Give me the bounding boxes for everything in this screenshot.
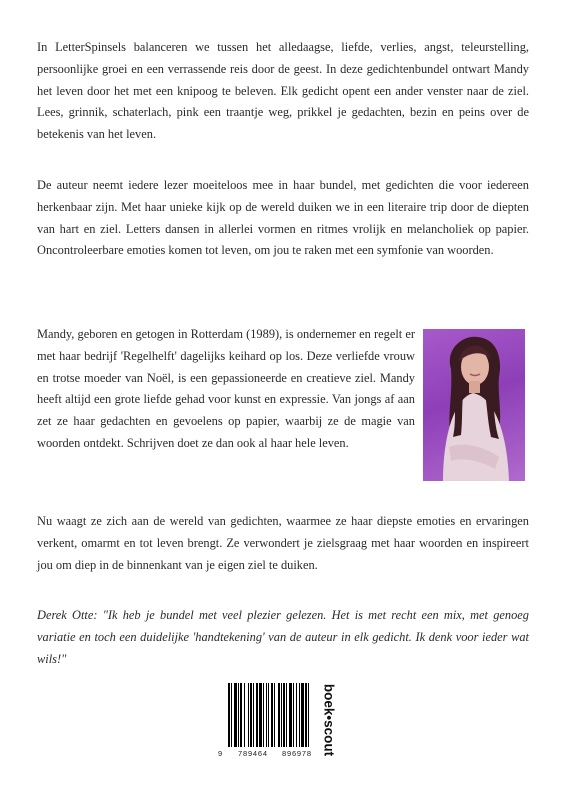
isbn-barcode <box>218 683 330 763</box>
author-photo <box>423 329 525 481</box>
review-quote: Derek Otte: "Ik heb je bundel met veel plezier gelezen. Het is met recht een mix, met genoeg variatie en toch een duidelijke 'handtekening' van de auteur in elk gedicht. Ik denk voor ieder wat wils!" <box>37 608 529 666</box>
barcode-first-digit: 9 <box>218 749 223 758</box>
blurb-paragraph-intro: In LetterSpinsels balanceren we tussen het alledaagse, liefde, verlies, angst, teleurstelling, persoonlijke groei en een verrassende reis door de geest. In deze gedichtenbundel ontwart Mandy het leven door het met een knipoog te beleven. Elk gedicht opent een ander venster naar de ziel. Lees, grinnik, schaterlach, pink een traantje weg, prikkel je gedachten, bezin en peins over de betekenis van het leven. <box>37 40 529 142</box>
blurb-paragraph-author-style: De auteur neemt iedere lezer moeiteloos mee in haar bundel, met gedichten die voor iedereen herkenbaar zijn. Met haar unieke kijk op de wereld duiken we in een literaire trip door de diepten van hart en ziel. Letters dansen in allerlei vormen en ritmes vrolijk en melancholiek op papier. Oncontroleerbare emoties komen tot leven, om jou te raken met een symfonie van woorden. <box>37 178 529 258</box>
barcode-bars <box>226 683 330 747</box>
publisher-logo: boek•scout <box>321 683 337 757</box>
author-bio-paragraph: Mandy, geboren en getogen in Rotterdam (1989), is ondernemer en regelt er met haar bedrijf 'Regelhelft' dagelijks keihard op los. Deze verliefde vrouw en trotse moeder van Noël, is een gepassioneerde en creatieve ziel. Mandy heeft altijd een grote liefde gehad voor kunst en expressie. Van jongs af aan zet ze haar gedachten en gevoelens op papier, waarbij ze de magie van woorden ontdekt. Schrijven doet ze dan ook al haar hele leven. <box>37 327 415 450</box>
barcode-right-group: 896978 <box>282 749 312 758</box>
blurb-paragraph-poetry: Nu waagt ze zich aan de wereld van gedichten, waarmee ze haar diepste emoties en ervaringen verkent, omarmt en tot leven brengt. Ze verwondert je zielsgraag met haar woorden en inspireert jou om diep in de binnenkant van je eigen ziel te duiken. <box>37 514 529 572</box>
barcode-left-group: 789464 <box>238 749 268 758</box>
author-portrait-illustration <box>423 329 525 481</box>
